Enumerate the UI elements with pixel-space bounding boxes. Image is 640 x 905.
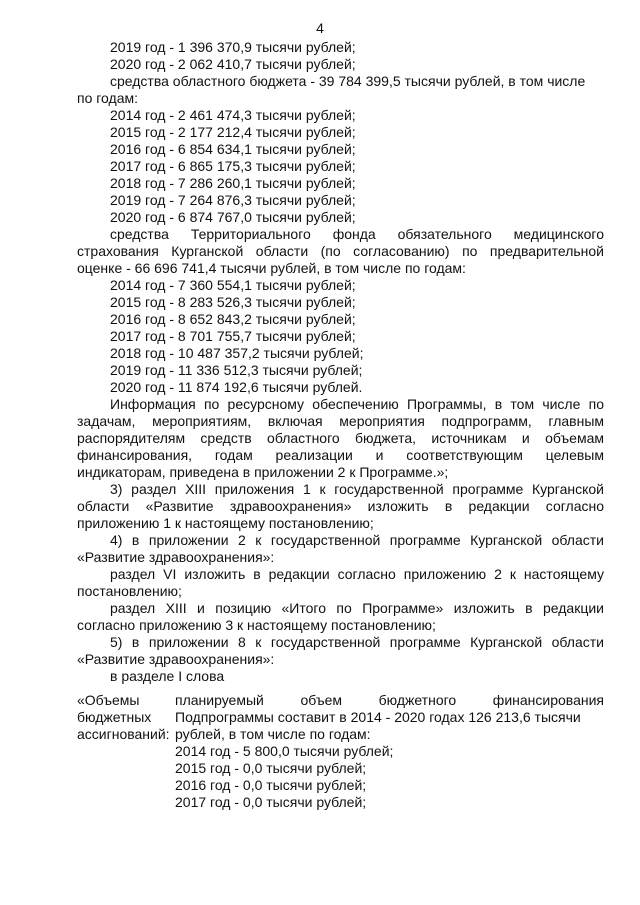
table-label-line: ассигнований:: [77, 726, 170, 742]
text-line: 4) в приложении 2 к государственной программе Курганской области: [110, 532, 604, 548]
text-line: 2017 год - 8 701 755,7 тысячи рублей;: [110, 328, 356, 344]
text-line: 2019 год - 11 336 512,3 тысячи рублей;: [110, 362, 363, 378]
table-label-line: бюджетных: [77, 709, 152, 725]
text-line: средства областного бюджета - 39 784 399,5 тысячи рублей, в том числе: [110, 73, 586, 89]
text-line: 2019 год - 7 264 876,3 тысячи рублей;: [110, 192, 356, 208]
table-value-line: 2016 год - 0,0 тысячи рублей;: [175, 777, 367, 793]
text-line: 2018 год - 7 286 260,1 тысячи рублей;: [110, 175, 356, 191]
table-value-line: 2014 год - 5 800,0 тысячи рублей;: [175, 743, 394, 759]
text-line: постановлению;: [77, 583, 182, 599]
text-line: 2015 год - 2 177 212,4 тысячи рублей;: [110, 124, 356, 140]
page-number: 4: [316, 20, 324, 36]
text-line: Информация по ресурсному обеспечению Программы, в том числе по: [110, 396, 604, 412]
text-line: страхования Курганской области (по согласованию) по предварительной: [77, 243, 604, 259]
text-line: 2020 год - 11 874 192,6 тысячи рублей.: [110, 379, 363, 395]
text-line: приложению 1 к настоящему постановлению;: [77, 515, 374, 531]
text-line: 2020 год - 2 062 410,7 тысячи рублей;: [110, 56, 356, 72]
text-line: 2014 год - 2 461 474,3 тысячи рублей;: [110, 107, 356, 123]
table-label-line: «Объемы: [77, 692, 140, 708]
text-line: средства Территориального фонда обязательного медицинского: [110, 226, 604, 242]
text-line: финансирования, годам реализации и соответствующим целевым: [77, 447, 604, 463]
text-line: 2015 год - 8 283 526,3 тысячи рублей;: [110, 294, 356, 310]
table-value-line: планируемый объем бюджетного финансирования: [175, 692, 604, 708]
text-line: 2017 год - 6 865 175,3 тысячи рублей;: [110, 158, 356, 174]
text-line: раздел XIII и позицию «Итого по Программе» изложить в редакции: [110, 600, 604, 616]
text-line: по годам:: [77, 90, 139, 106]
text-line: 2016 год - 8 652 843,2 тысячи рублей;: [110, 311, 356, 327]
text-line: «Развитие здравоохранения»:: [77, 651, 275, 667]
text-line: «Развитие здравоохранения»:: [77, 549, 275, 565]
table-value-line: 2017 год - 0,0 тысячи рублей;: [175, 794, 367, 810]
text-line: области «Развитие здравоохранения» изложить в редакции согласно: [77, 498, 604, 514]
text-line: 2019 год - 1 396 370,9 тысячи рублей;: [110, 39, 356, 55]
text-line: 2016 год - 6 854 634,1 тысячи рублей;: [110, 141, 356, 157]
text-line: 2020 год - 6 874 767,0 тысячи рублей;: [110, 209, 356, 225]
text-line: распорядителям средств областного бюджета, источникам и объемам: [77, 430, 604, 446]
text-line: 2014 год - 7 360 554,1 тысячи рублей;: [110, 277, 356, 293]
table-value-line: 2015 год - 0,0 тысячи рублей;: [175, 760, 367, 776]
text-line: оценке - 66 696 741,4 тысячи рублей, в том числе по годам:: [77, 260, 466, 276]
table-value-line: рублей, в том числе по годам:: [175, 726, 371, 742]
text-line: в разделе I слова: [110, 668, 225, 684]
text-line: 2018 год - 10 487 357,2 тысячи рублей;: [110, 345, 364, 361]
text-line: индикаторам, приведена в приложении 2 к Программе.»;: [77, 464, 449, 480]
text-line: согласно приложению 3 к настоящему постановлению;: [77, 617, 436, 633]
text-line: раздел VI изложить в редакции согласно приложению 2 к настоящему: [110, 566, 604, 582]
table-value-line: Подпрограммы составит в 2014 - 2020 годах 126 213,6 тысячи: [175, 709, 581, 725]
text-line: 3) раздел XIII приложения 1 к государственной программе Курганской: [110, 481, 604, 497]
text-line: 5) в приложении 8 к государственной программе Курганской области: [110, 634, 604, 650]
text-line: задачам, мероприятиям, включая мероприятия подпрограмм, главным: [77, 413, 604, 429]
